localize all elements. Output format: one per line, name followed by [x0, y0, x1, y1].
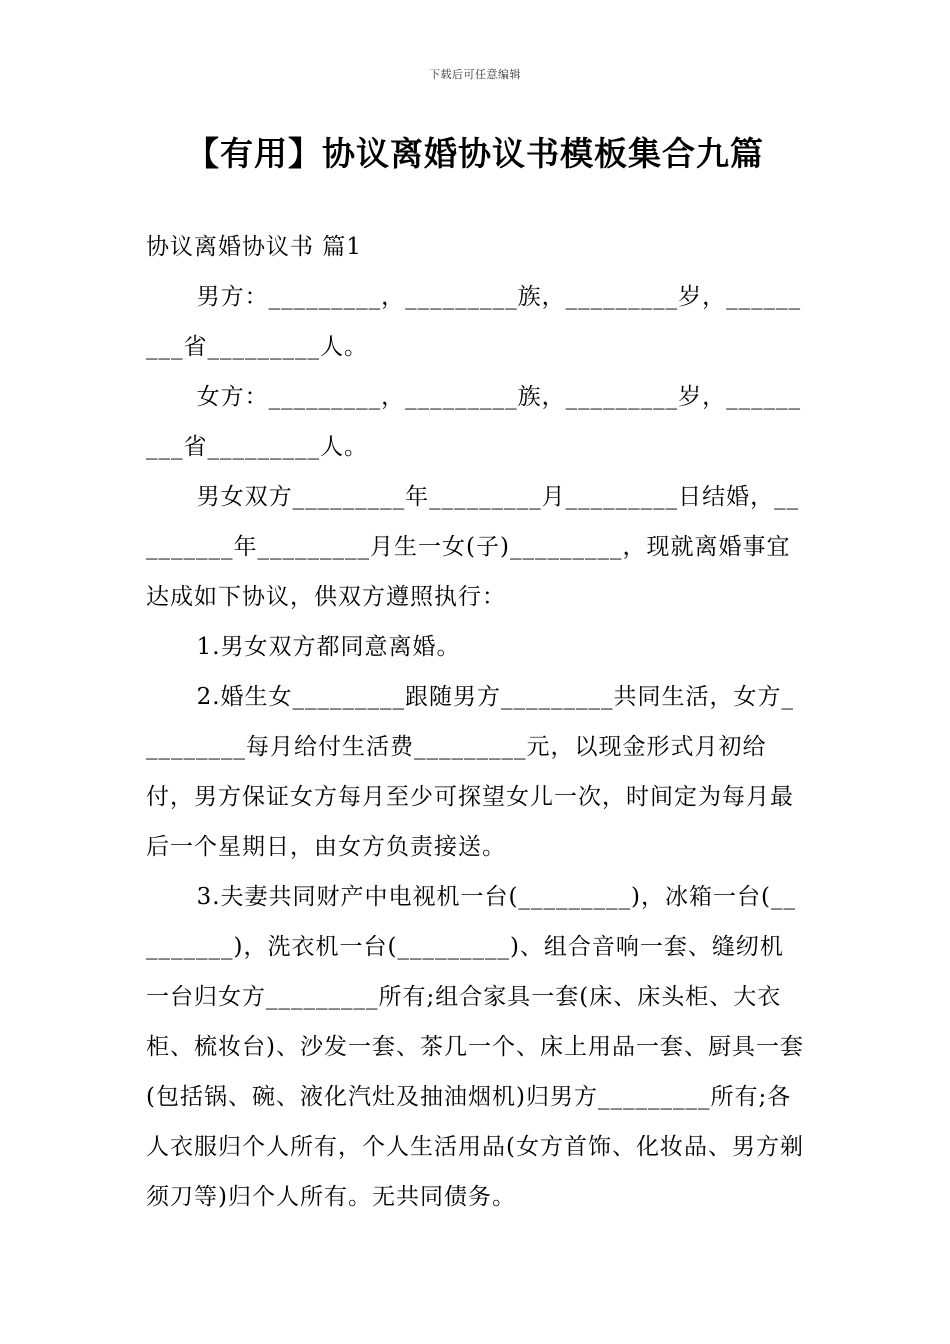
paragraph-clause-2: 2.婚生女_________跟随男方_________共同生活，女方_________每月给付生活费_________元，以现金形式月初给付，男方保证女方每月至少可探望女儿一次，时间定为每月最后一个星期日，由女方负责接送。: [146, 684, 795, 860]
paragraph-clause-3: 3.夫妻共同财产中电视机一台(_________)，冰箱一台(_________)，洗衣机一台(_________)、组合音响一套、缝纫机一台归女方_________所有;组合家具一套(床、床头柜、大衣柜、梳妆台)、沙发一套、茶几一个、床上用品一套、厨具一套(包括锅、碗、液化汽灶及抽油烟机)归男方_________所有;各人衣服归个人所有，个人生活用品(女方首饰、化妆品、男方剃须刀等)归个人所有。无共同债务。: [146, 884, 804, 1210]
document-body: [146, 222, 806, 1222]
paragraph-marriage-info: 男女双方_________年_________月_________日结婚，_________年_________月生一女(子)_________，现就离婚事宜达成如下协议，供双方遵照执行：: [146, 484, 800, 610]
paragraph-clause-1: 1.男女双方都同意离婚。: [196, 634, 461, 660]
header-note: 下载后可任意编辑: [429, 68, 521, 81]
paragraph-male-party: 男方：_________，_________族，_________岁，_________省_________人。: [146, 284, 802, 360]
document-title: 【有用】协议离婚协议书模板集合九篇: [186, 134, 764, 173]
paragraph-female-party: 女方：_________，_________族，_________岁，_________省_________人。: [146, 384, 802, 460]
section-heading: 协议离婚协议书 篇1: [146, 234, 362, 260]
